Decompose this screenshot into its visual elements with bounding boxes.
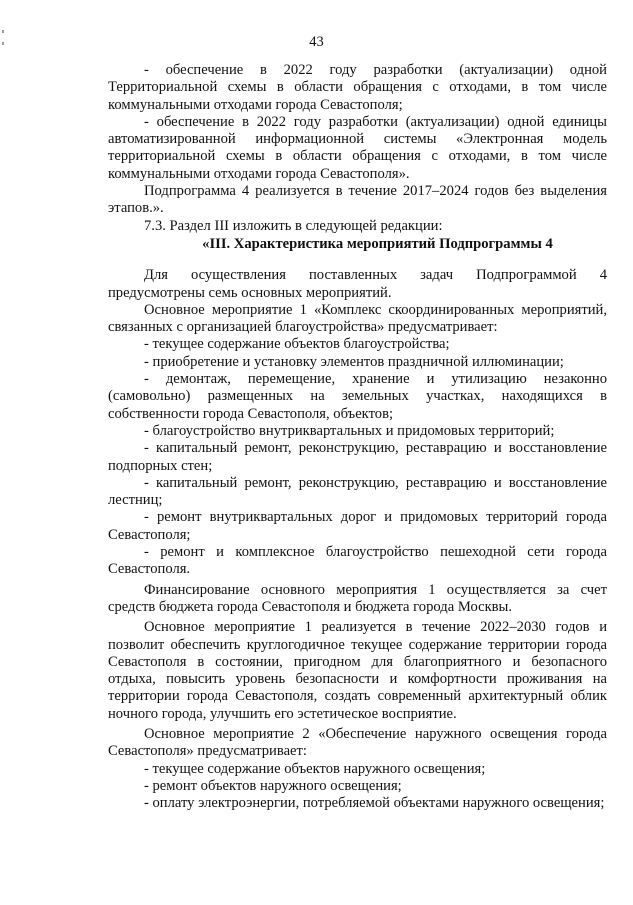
list-item: - капитальный ремонт, реконструкцию, реставрацию и восстановление подпорных стен; bbox=[108, 440, 607, 474]
paragraph: - обеспечение в 2022 году разработки (актуализации) одной единицы автоматизированной информационной системы «Электронная модель территориальной схемы в области обращения с отходами, в том числе коммунальными отходами города Севастополя». bbox=[108, 113, 607, 182]
section-intro bbox=[108, 62, 607, 235]
paragraph: Основное мероприятие 2 «Обеспечение наружного освещения города Севастополя» предусматривает: bbox=[108, 725, 607, 760]
scan-edge-mark bbox=[2, 30, 4, 33]
list-item: - демонтаж, перемещение, хранение и утилизацию незаконно (самовольно) размещенных на земельных участках, находящихся в собственности города Севастополя, объектов; bbox=[108, 371, 607, 422]
list-item: - ремонт и комплексное благоустройство пешеходной сети города Севастополя. bbox=[108, 544, 607, 578]
list-item: - оплату электроэнергии, потребляемой объектами наружного освещения; bbox=[144, 795, 605, 812]
paragraph: Основное мероприятие 1 «Комплекс скоординированных мероприятий, связанных с организацией благоустройства» предусматривает: bbox=[108, 301, 607, 336]
paragraph: Подпрограмма 4 реализуется в течение 2017–2024 годов без выделения этапов.». bbox=[108, 183, 607, 217]
paragraph: Финансирование основного мероприятия 1 осуществляется за счет средств бюджета города Севастополя и бюджета города Москвы. bbox=[108, 581, 607, 615]
paragraph: - обеспечение в 2022 году разработки (актуализации) одной Территориальной схемы в области обращения с отходами, в том числе коммунальными отходами города Севастополя; bbox=[108, 62, 607, 113]
list-item: - ремонт внутриквартальных дорог и придомовых территорий города Севастополя; bbox=[108, 509, 607, 543]
list-item: - текущее содержание объектов благоустройства; bbox=[144, 336, 450, 353]
list-item: - текущее содержание объектов наружного освещения; bbox=[144, 760, 486, 777]
page-number: 43 bbox=[309, 34, 324, 50]
section-heading: «III. Характеристика мероприятий Подпрограммы 4 bbox=[202, 235, 553, 252]
list-item: - капитальный ремонт, реконструкцию, реставрацию и восстановление лестниц; bbox=[108, 474, 607, 509]
list-item: - благоустройство внутриквартальных и придомовых территорий; bbox=[144, 422, 555, 439]
paragraph: Для осуществления поставленных задач Подпрограммой 4 предусмотрены семь основных мероприятий. bbox=[108, 267, 607, 301]
list-item: - ремонт объектов наружного освещения; bbox=[144, 777, 402, 794]
paragraph: 7.3. Раздел III изложить в следующей редакции: bbox=[144, 217, 443, 234]
list-item: - приобретение и установку элементов праздничной иллюминации; bbox=[144, 353, 564, 370]
paragraph: Основное мероприятие 1 реализуется в течение 2022–2030 годов и позволит обеспечить круглогодичное текущее содержание территории города Севастополя в состоянии, пригодном для благоприятного и безопасного отдыха, повысить уровень безопасности и комфортности проживания на территории города Севастополя, создать современный архитектурный облик ночного города, улучшить его эстетическое восприятие. bbox=[108, 619, 607, 722]
section-body bbox=[108, 267, 607, 812]
